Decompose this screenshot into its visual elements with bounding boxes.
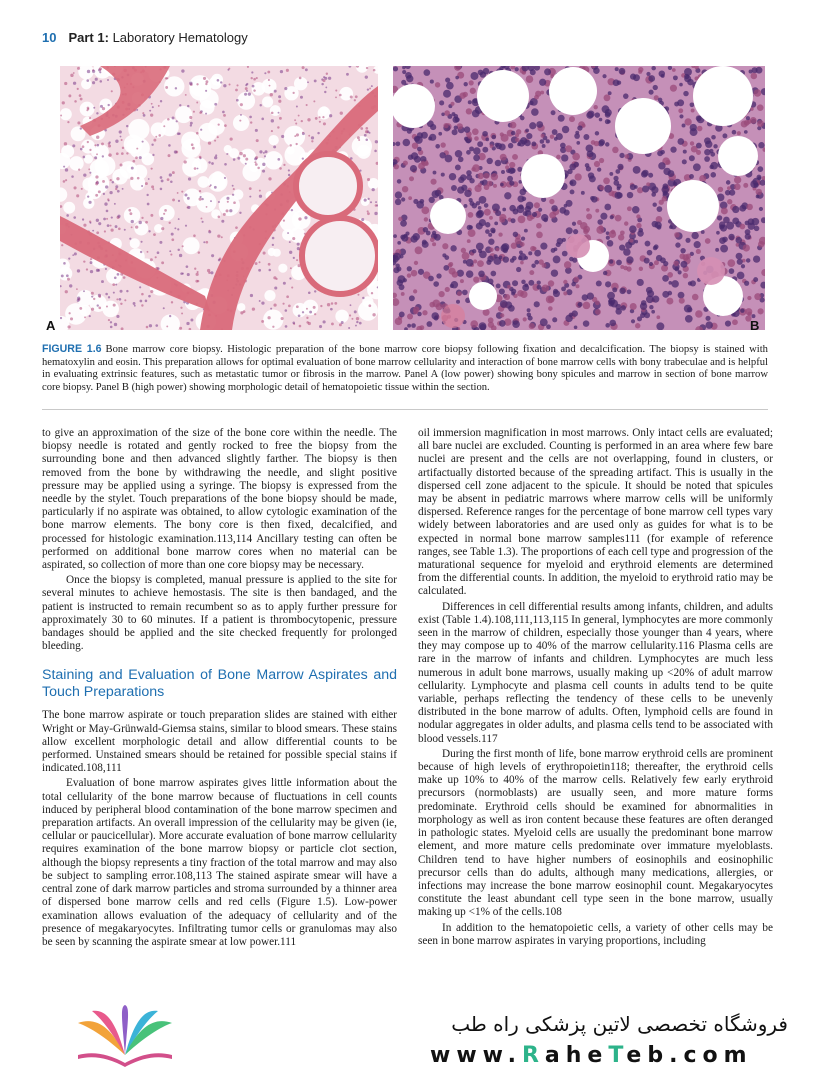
running-head [42,30,248,45]
micrograph-panel-b [393,66,765,330]
paragraph: Evaluation of bone marrow aspirates gives little information about the total cellularity of the bone marrow because of fluctuations in cell counts induced by peripheral blood contamination of the bone marrow specimen and preparation artifacts. An overall impression of the cellularity may be given (ie, cellular or paucicellular). More accurate evaluation of bone marrow cellularity requires examination of the bone marrow biopsy or particle clot section, although the biopsy represents a tiny fraction of the total marrow and may also be subject to sampling error.108,113 The stained aspirate smear will have a central zone of dark marrow particles and stroma surrounded by a thinner area of dispersed bone marrow cells and red cells (Figure 1.5). Low-power examination allows evaluation of the adequacy of cellularity and of the presence of megakaryocytes. Infiltrating tumor cells or granulomas may also be seen by scanning the aspirate smear at low power.111 [42,777,397,948]
book-logo-icon [70,1005,180,1072]
paragraph: The bone marrow aspirate or touch preparation slides are stained with either Wright or May-Grünwald-Giemsa stains, similar to blood smears. These stains allow excellent morphologic detail and allow differential counts to be performed. Unstained smears should be retained for possible special stains if indicated.108,111 [42,709,397,775]
part-label: Part 1: [68,30,109,45]
micrograph-panel-a [60,66,378,330]
figure-caption [42,343,768,394]
url-part: ahe [544,1043,609,1068]
page-number: 10 [42,30,57,45]
paragraph: Differences in cell differential results among infants, children, and adults exist (Table 1.4).108,111,113,115 In general, lymphocytes are more commonly seen in the marrow of children, especially those younger than 4 years, where they may compose up to 40% of the marrow cellularity.116 Plasma cells are rare in the marrow of infants and children. Lymphocytes are much less numerous in adult bone marrows, usually making up <20% of adult marrow cellularity. Lymphocyte and plasma cell counts in adults tend to be quite variable, perhaps reflecting the tendency of these cells to be unevenly distributed in the bone marrow of adults. Often, lymphoid cells are found in nodular aggregates in older adults, and plasma cells tend to be associated with blood vessels.117 [418,600,773,745]
paragraph: In addition to the hematopoietic cells, a variety of other cells may be seen in bone marrow aspirates in varying proportions, including [418,921,773,947]
url-part: .com [669,1043,753,1068]
store-url[interactable] [430,1043,753,1068]
figure-caption-text: Bone marrow core biopsy. Histologic preparation of the bone marrow core biopsy following fixation and decalcification. The biopsy is stained with hematoxylin and eosin. This preparation allows for optimal evaluation of bone marrow cellularity and interaction of bone marrow cells with bony trabeculae and is helpful in evaluating extrinsic features, such as metastatic tumor or fibrosis in the marrow. Panel A (low power) showing bony spicules and marrow in section of bone marrow core biopsy. Panel B (high power) showing morphologic detail of hematopoietic tissue within the section. [42,344,768,393]
caption-divider [42,409,768,410]
paragraph: During the first month of life, bone marrow erythroid cells are prominent because of high levels of erythropoietin118; thereafter, the erythroid cells make up 10% to 40% of the marrow cells. Relatively few early erythroid precursors (normoblasts) are usually seen, and more mature forms predominate. Erythroid cells should be examined for abnormalities in morphology as well as iron content because these features are often deranged in pathologic states. Myeloid cells are usually the predominant bone marrow element, and more mature cells predominate over immature myeloblasts. Children tend to have higher numbers of eosinophils and eosinophilic precursor cells than do adults, although many medications, allergies, or infections may increase the bone marrow eosinophil count. Megakaryocytes constitute the least abundant cell type seen in the bone marrow, usually making up <1% of the cells.108 [418,747,773,919]
store-name: فروشگاه تخصصی لاتین پزشکی راه طب [451,1012,788,1036]
left-column [42,427,397,951]
paragraph: Once the biopsy is completed, manual pressure is applied to the site for several minutes to achieve hemostasis. The site is then bandaged, and the patient is instructed to remain recumbent so as to apply further pressure for approximately 30 to 60 minutes. If a patient is thrombocytopenic, pressure bandages should be applied and the site checked frequently for prolonged bleeding. [42,574,397,653]
url-part: eb [626,1043,670,1068]
section-heading: Staining and Evaluation of Bone Marrow Aspirates and Touch Preparations [42,667,397,700]
right-column [418,427,773,950]
paragraph: to give an approximation of the size of the bone core within the needle. The biopsy needle is rotated and gently rocked to free the biopsy from the surrounding bone and then advanced slightly farther. The biopsy is then removed from the bone by withdrawing the needle, and slight positive pressure may be applied using a syringe. The biopsy is expressed from the needle by the stylet. Touch preparations of the bone biopsy should be made, particularly if no aspirate was obtained, to allow cytologic examination of the bone marrow elements. The bony core is then fixed, decalcified, and processed for histologic examination.113,114 Ancillary testing can often be performed on additional bone marrow cores when no material can be aspirated, so collection of more than one core biopsy may be necessary. [42,427,397,572]
part-title: Laboratory Hematology [112,30,248,45]
url-accent: R [521,1043,545,1068]
url-part: www. [430,1043,522,1068]
url-accent: T [608,1043,627,1068]
panel-a-letter: A [46,318,56,333]
figure-label: FIGURE 1.6 [42,343,102,355]
panel-b-letter: B [750,318,760,333]
paragraph: oil immersion magnification in most marrows. Only intact cells are evaluated; all bare nuclei are excluded. Counting is performed in an area where few bare nuclei are present and the cells are not overlapping, found in clusters, or artifactually distorted because of the spreading artifact. This is usually in the dispersed cell zone adjacent to the spicule. It should be noted that spicules may be absent in pediatric marrows where marrow cells will be uniformly dispersed. Reference ranges for the percentage of bone marrow cell types vary widely between laboratories and are used only as guides for what is to be expected in normal bone marrow samples111 (for example of reference ranges, see Table 1.3). The proportions of each cell type and progression of the maturational sequence for myeloid and erythroid elements are determined from the differential counts. In addition, the myeloid to erythroid ratio may be calculated. [418,427,773,598]
